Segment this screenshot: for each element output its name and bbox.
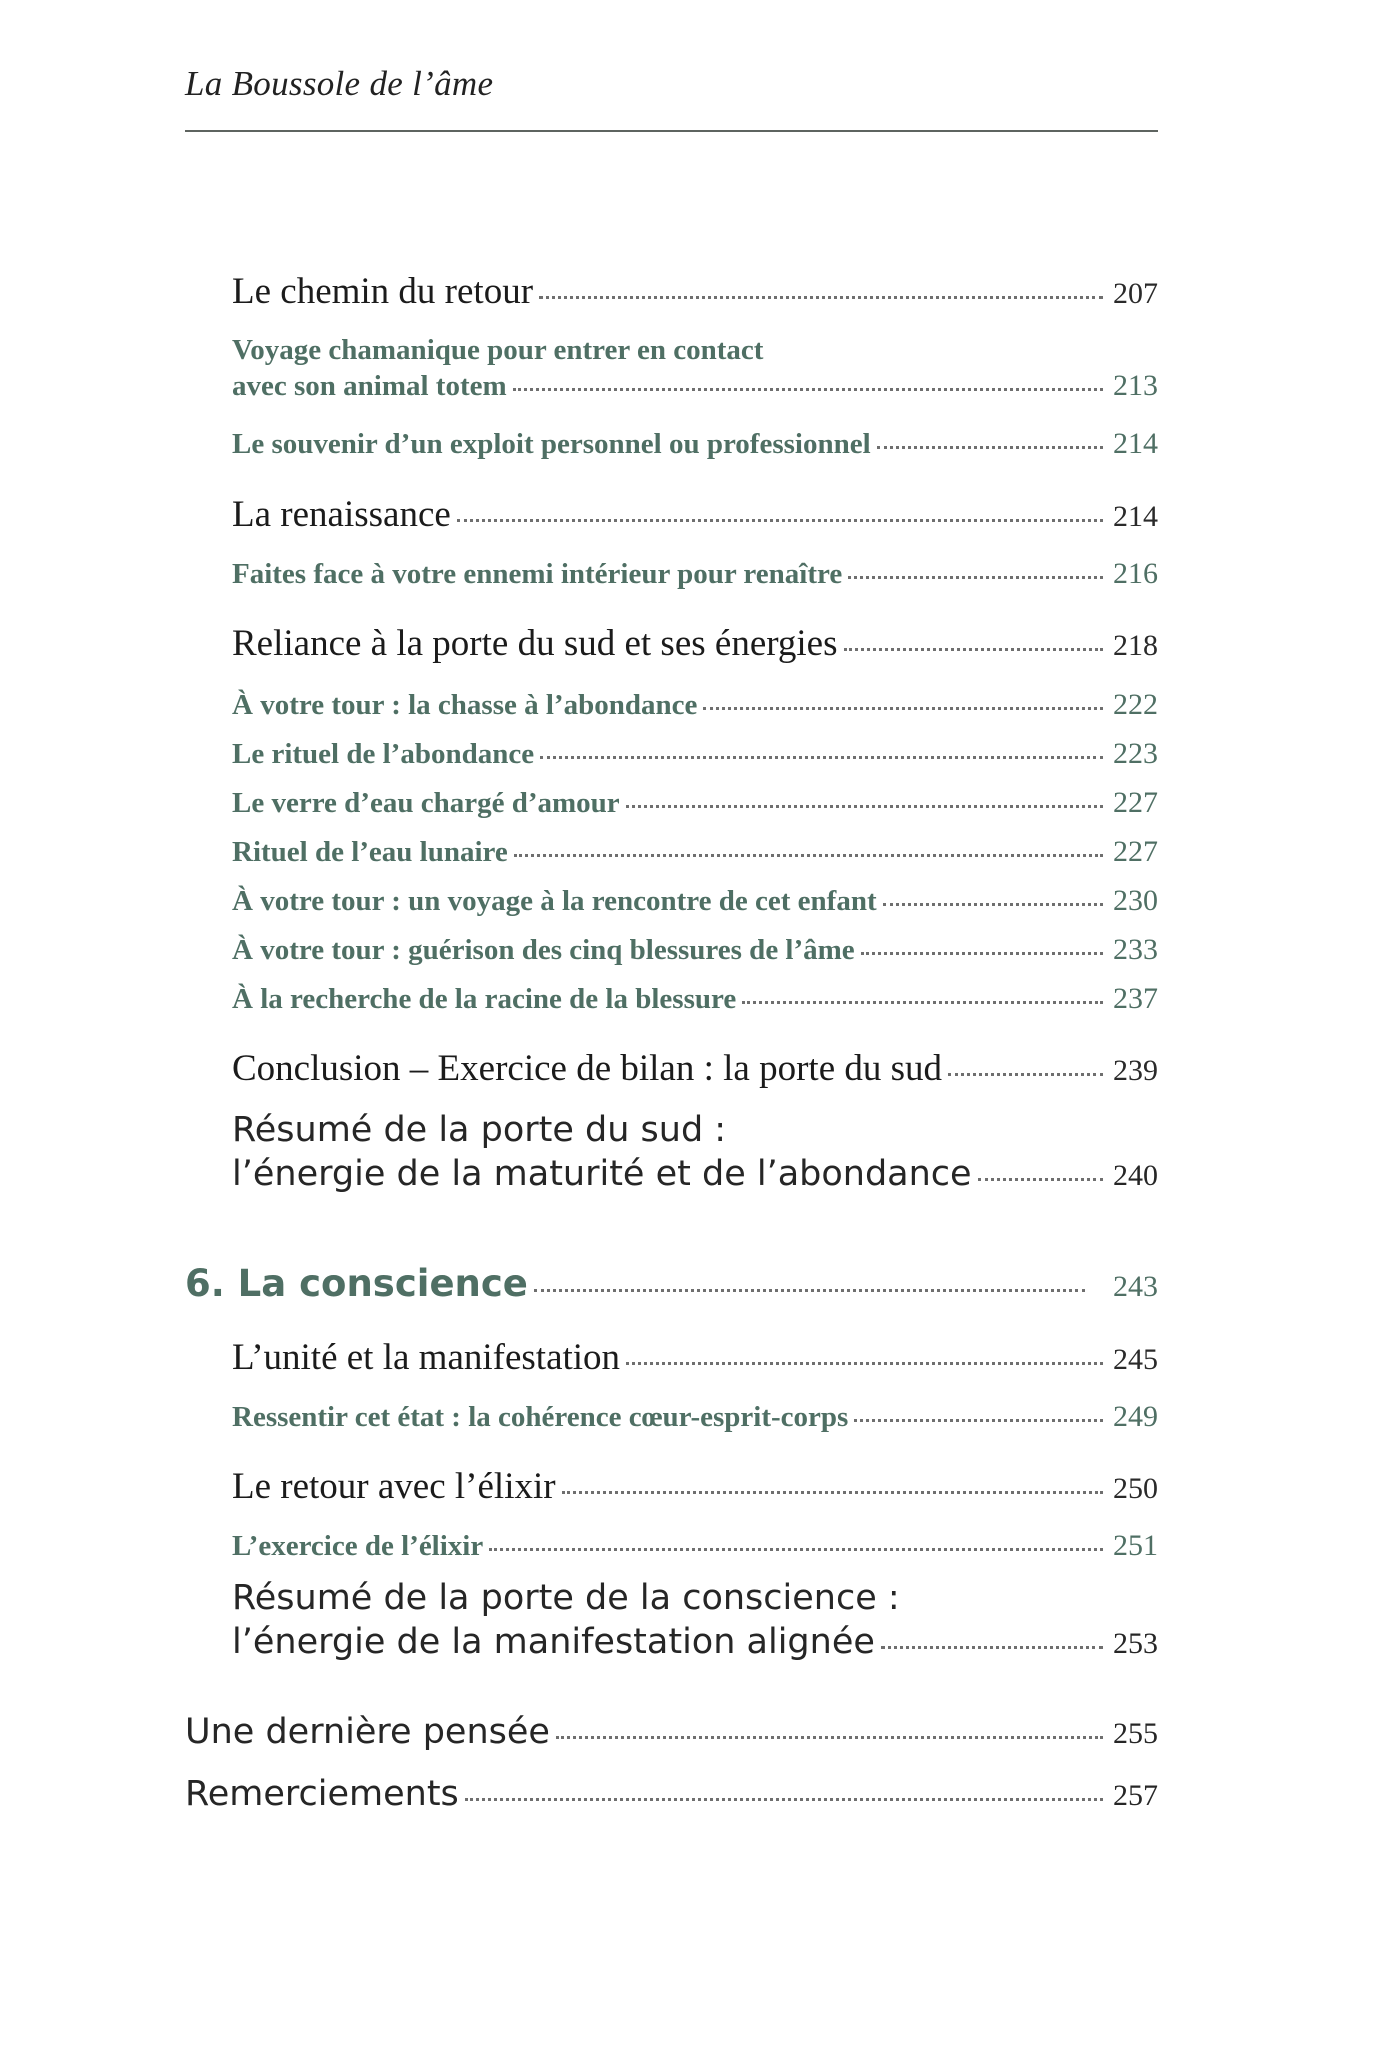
toc-page-number: 257 [1113, 1779, 1158, 1812]
toc-entry[interactable] [232, 982, 1158, 1016]
toc-entry-title-line2: avec son animal totem [232, 370, 507, 402]
toc-entry-title: La renaissance [232, 494, 451, 535]
toc-entry[interactable] [232, 688, 1158, 722]
header-rule [185, 130, 1158, 132]
dot-leader [854, 1419, 1103, 1422]
toc-entry-title: Le verre d’eau chargé d’amour [232, 787, 620, 819]
toc-page-number: 255 [1113, 1717, 1158, 1750]
toc-entry-title: L’unité et la manifestation [232, 1337, 621, 1378]
dot-leader [883, 903, 1103, 906]
dot-leader [513, 388, 1103, 391]
toc-entry[interactable] [232, 427, 1158, 461]
toc-entry-title: Faites face à votre ennemi intérieur pour renaître [232, 558, 843, 590]
toc-chapter-entry[interactable] [185, 1262, 1158, 1305]
dot-leader [742, 1001, 1103, 1004]
dot-leader [457, 519, 1103, 522]
toc-page-number: 245 [1113, 1343, 1158, 1376]
toc-entry-title-line2: l’énergie de la manifestation alignée [232, 1622, 875, 1662]
toc-entry-title-line1: Voyage chamanique pour entrer en contact [232, 334, 764, 366]
toc-entry[interactable] [232, 884, 1158, 918]
toc-entry[interactable] [232, 334, 1158, 403]
toc-page-number: 227 [1113, 786, 1158, 819]
dot-leader [844, 648, 1104, 651]
toc-entry[interactable] [232, 786, 1158, 820]
dot-leader [703, 707, 1103, 710]
toc-page-number: 240 [1113, 1159, 1158, 1192]
toc-entry[interactable] [232, 1529, 1158, 1563]
toc-page-number: 233 [1113, 933, 1158, 966]
toc-page-number: 214 [1113, 427, 1158, 460]
toc-page-number: 227 [1113, 835, 1158, 868]
toc-entry-title: Remerciements [185, 1774, 459, 1814]
toc-entry[interactable] [232, 1110, 1158, 1194]
dot-leader [877, 446, 1103, 449]
toc-entry-title: À votre tour : guérison des cinq blessures de l’âme [232, 934, 855, 966]
toc-page-number: 222 [1113, 688, 1158, 721]
toc-entry[interactable] [232, 933, 1158, 967]
dot-leader [465, 1798, 1103, 1801]
toc-page-number: 216 [1113, 557, 1158, 590]
toc-chapter-title: 6. La conscience [185, 1262, 528, 1305]
dot-leader [861, 952, 1103, 955]
toc-page-number: 237 [1113, 982, 1158, 1015]
dot-leader [489, 1548, 1103, 1551]
toc-page-number: 207 [1113, 277, 1158, 310]
dot-leader [539, 296, 1103, 299]
dot-leader [556, 1736, 1103, 1739]
toc-entry-title: Le chemin du retour [232, 271, 534, 312]
toc-entry-title: Reliance à la porte du sud et ses énergies [232, 623, 838, 664]
toc-entry-title: L’exercice de l’élixir [232, 1530, 484, 1562]
toc-entry-title: À la recherche de la racine de la blessure [232, 983, 737, 1015]
toc-page-number: 239 [1113, 1054, 1158, 1087]
toc-entry-title: À votre tour : un voyage à la rencontre de cet enfant [232, 885, 877, 917]
toc-entry-title-line1: Résumé de la porte de la conscience : [232, 1578, 900, 1618]
toc-page-number: 249 [1113, 1400, 1158, 1433]
toc-page-number: 251 [1113, 1529, 1158, 1562]
toc-entry[interactable] [232, 1047, 1158, 1090]
toc-entry-title: Le retour avec l’élixir [232, 1466, 556, 1507]
toc-entry-title: Rituel de l’eau lunaire [232, 836, 508, 868]
dot-leader [626, 1362, 1103, 1365]
toc-page-number: 253 [1113, 1627, 1158, 1660]
toc-entry[interactable] [232, 1400, 1158, 1434]
running-header-title: La Boussole de l’âme [185, 64, 494, 103]
toc-page-number: 214 [1113, 500, 1158, 533]
dot-leader [881, 1646, 1103, 1649]
dot-leader [540, 756, 1103, 759]
toc-entry-title-line2: l’énergie de la maturité et de l’abondance [232, 1154, 972, 1194]
toc-entry-title: Conclusion – Exercice de bilan : la porte du sud [232, 1048, 943, 1089]
dot-leader [514, 854, 1103, 857]
toc-entry[interactable] [232, 493, 1158, 536]
dot-leader [562, 1491, 1103, 1494]
dot-leader [948, 1073, 1103, 1076]
toc-page-number: 213 [1113, 369, 1158, 402]
toc-entry[interactable] [232, 270, 1158, 313]
toc-entry-title: À votre tour : la chasse à l’abondance [232, 689, 698, 721]
toc-entry[interactable] [232, 622, 1158, 665]
toc-entry[interactable] [232, 1336, 1158, 1379]
toc-entry-title-line1: Résumé de la porte du sud : [232, 1110, 727, 1150]
toc-entry[interactable] [232, 835, 1158, 869]
toc-entry-title: Une dernière pensée [185, 1712, 550, 1752]
toc-page-number: 250 [1113, 1472, 1158, 1505]
dot-leader [534, 1289, 1085, 1292]
toc-page-number: 218 [1113, 629, 1158, 662]
toc-page-number: 230 [1113, 884, 1158, 917]
toc-entry[interactable] [232, 557, 1158, 591]
toc-entry[interactable] [232, 1465, 1158, 1508]
toc-entry[interactable] [232, 1578, 1158, 1662]
toc-page-number: 243 [1113, 1270, 1158, 1303]
toc-entry-title: Ressentir cet état : la cohérence cœur-esprit-corps [232, 1401, 849, 1433]
toc-page-number: 223 [1113, 737, 1158, 770]
dot-leader [848, 576, 1103, 579]
toc-entry-title: Le souvenir d’un exploit personnel ou professionnel [232, 428, 871, 460]
toc-entry[interactable] [185, 1774, 1158, 1814]
dot-leader [626, 805, 1103, 808]
dot-leader [978, 1178, 1103, 1181]
toc-entry[interactable] [185, 1712, 1158, 1752]
toc-entry[interactable] [232, 737, 1158, 771]
toc-entry-title: Le rituel de l’abondance [232, 738, 535, 770]
